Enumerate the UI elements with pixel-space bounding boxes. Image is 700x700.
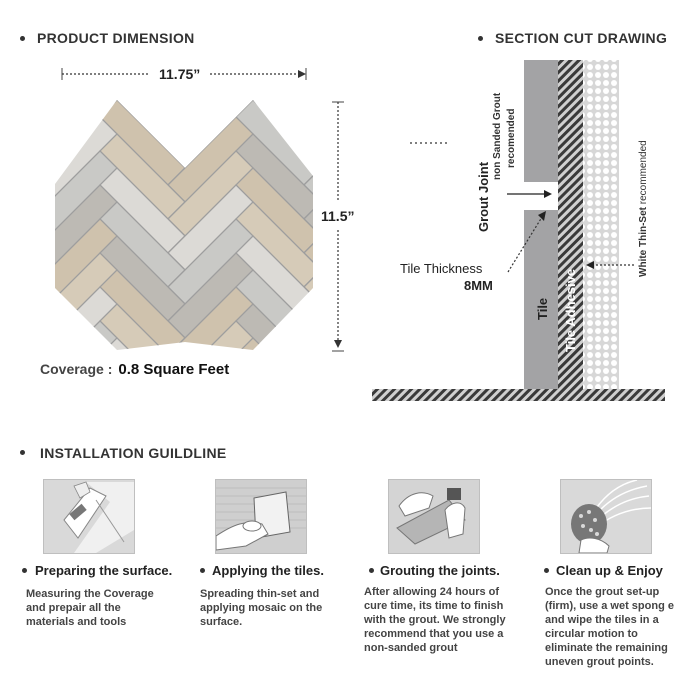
grout-joint-label: Grout Joint xyxy=(476,161,491,232)
mosaic-tile xyxy=(304,92,315,100)
section-cut-heading: SECTION CUT DRAWING xyxy=(495,30,668,46)
step-3-description: After allowing 24 hours of cure time, its time to finish with the grout. We strongly recommend that you use a non-sanded grout xyxy=(364,586,506,654)
bullet-dot xyxy=(200,568,205,573)
grout-float-icon xyxy=(388,479,480,554)
thinset-note: recommended xyxy=(638,140,649,205)
mosaic-tile xyxy=(55,92,117,100)
measuring-surface-icon xyxy=(43,479,135,554)
coverage-text xyxy=(40,361,229,378)
bullet-dot xyxy=(369,568,374,573)
width-label: 11.75” xyxy=(159,66,201,82)
step-1-title: Preparing the surface. xyxy=(35,563,173,578)
bullet-dot xyxy=(478,36,483,41)
bullet-dot xyxy=(20,450,25,455)
step-1-description: Measuring the Coverage and prepair all the materials and tools xyxy=(26,588,154,628)
mosaic-tile xyxy=(304,92,315,168)
section-cut-diagram xyxy=(370,55,670,405)
grout-note-line-2: recomended xyxy=(506,108,517,168)
tile-thickness-label: Tile Thickness xyxy=(400,261,483,276)
mosaic-tile xyxy=(304,287,315,350)
step-2-title: Applying the tiles. xyxy=(212,563,324,578)
step-3-title: Grouting the joints. xyxy=(380,563,500,578)
step-2-description: Spreading thin-set and applying mosaic on the surface. xyxy=(200,588,323,628)
trowel-thinset-icon xyxy=(215,479,307,554)
bullet-dot xyxy=(20,36,25,41)
sponge-cleaning-icon xyxy=(560,479,652,554)
tile-adhesive-label: Tile Adhesive xyxy=(563,268,578,352)
mosaic-tile xyxy=(304,92,315,134)
bullet-dot xyxy=(544,568,549,573)
tile-thickness-value: 8MM xyxy=(464,278,493,293)
height-label: 11.5” xyxy=(321,208,355,224)
thinset-label xyxy=(638,140,649,277)
coverage-label: Coverage : xyxy=(40,361,113,377)
tile-label: Tile xyxy=(535,297,550,320)
mosaic-tile xyxy=(168,92,253,100)
height-dimension-line xyxy=(330,100,346,356)
product-dimension-heading: PRODUCT DIMENSION xyxy=(37,30,195,46)
bullet-dot xyxy=(22,568,27,573)
grout-note-line-1: non Sanded Grout xyxy=(492,92,503,180)
step-4-title: Clean up & Enjoy xyxy=(556,563,663,578)
coverage-value: 0.8 Square Feet xyxy=(118,361,230,378)
step-4-description: Once the grout set-up (firm), use a wet spong e and wipe the tiles in a circular motion to eliminate the remaining uneven grout points. xyxy=(545,586,674,668)
installation-heading: INSTALLATION GUILDLINE xyxy=(40,445,227,461)
herringbone-mosaic-image xyxy=(55,92,315,350)
thinset-text: White Thin-Set xyxy=(638,207,649,277)
mosaic-tile xyxy=(304,321,315,350)
